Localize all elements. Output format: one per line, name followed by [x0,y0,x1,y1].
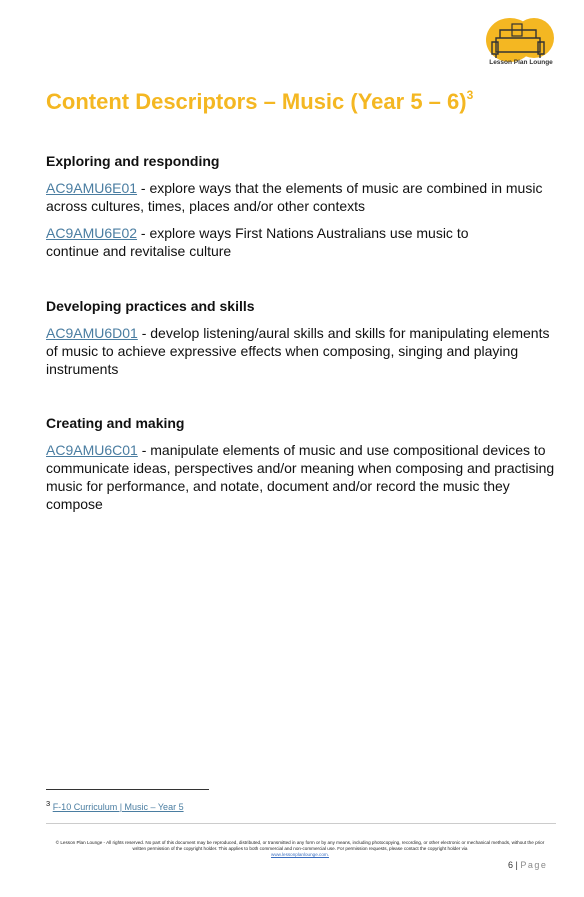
section-developing-practices [46,298,561,378]
page-number [508,860,547,870]
title-footnote-ref[interactable]: 3 [466,88,474,102]
descriptor-text: - explore ways First Nations Australians use music to continue and revitalise culture [46,225,469,259]
footnote [46,799,184,812]
descriptor-item [46,324,561,378]
page-label: Page [520,860,548,870]
descriptor-text: - develop listening/aural skills and skills for manipulating elements of music to achieve expressive effects when composing, singing and playing instruments [46,325,550,377]
descriptor-item [46,179,561,215]
descriptor-item [46,224,516,260]
footnote-link[interactable]: F-10 Curriculum | Music – Year 5 [52,802,184,812]
footnote-divider [46,789,209,790]
section-exploring-responding [46,153,561,260]
section-heading: Exploring and responding [46,153,220,169]
descriptor-item [46,441,561,513]
footer-divider [46,823,556,824]
section-heading: Creating and making [46,415,185,431]
descriptor-text: - explore ways that the elements of music are combined in music across cultures, times, places and/or other contexts [46,180,543,214]
page-number-separator: | [513,860,521,870]
descriptor-code-link[interactable]: AC9AMU6E02 [46,225,138,241]
descriptor-code-link[interactable]: AC9AMU6C01 [46,442,138,458]
footnote-number: 3 [46,799,51,808]
page-number-value: 6 [508,860,514,870]
section-heading: Developing practices and skills [46,298,255,314]
website-link[interactable]: www.lessonplanlounge.com. [271,852,329,857]
descriptor-code-link[interactable]: AC9AMU6D01 [46,325,138,341]
copyright-notice [50,840,550,858]
section-creating-making [46,415,561,513]
descriptor-text: - manipulate elements of music and use compositional devices to communicate ideas, perspectives and/or meaning when composing and practising music for performance, and notate, document and/or record the music they compose [46,442,555,512]
logo-text: Lesson Plan Lounge [489,59,553,66]
descriptor-code-link[interactable]: AC9AMU6E01 [46,180,138,196]
page-title: Content Descriptors – Music (Year 5 – 6)$^3$ [46,88,474,114]
copyright-text: © Lesson Plan Lounge - All rights reserved. No part of this document may be reproduced, distributed, or transmitted in any form or by any means, including photocopying, recording, or other electronic or mechanical methods, without the prior written permission of the copyright holder. This applies to both commercial and non-commercial use. For permission requests, please contact the copyright holder via [55,840,545,851]
